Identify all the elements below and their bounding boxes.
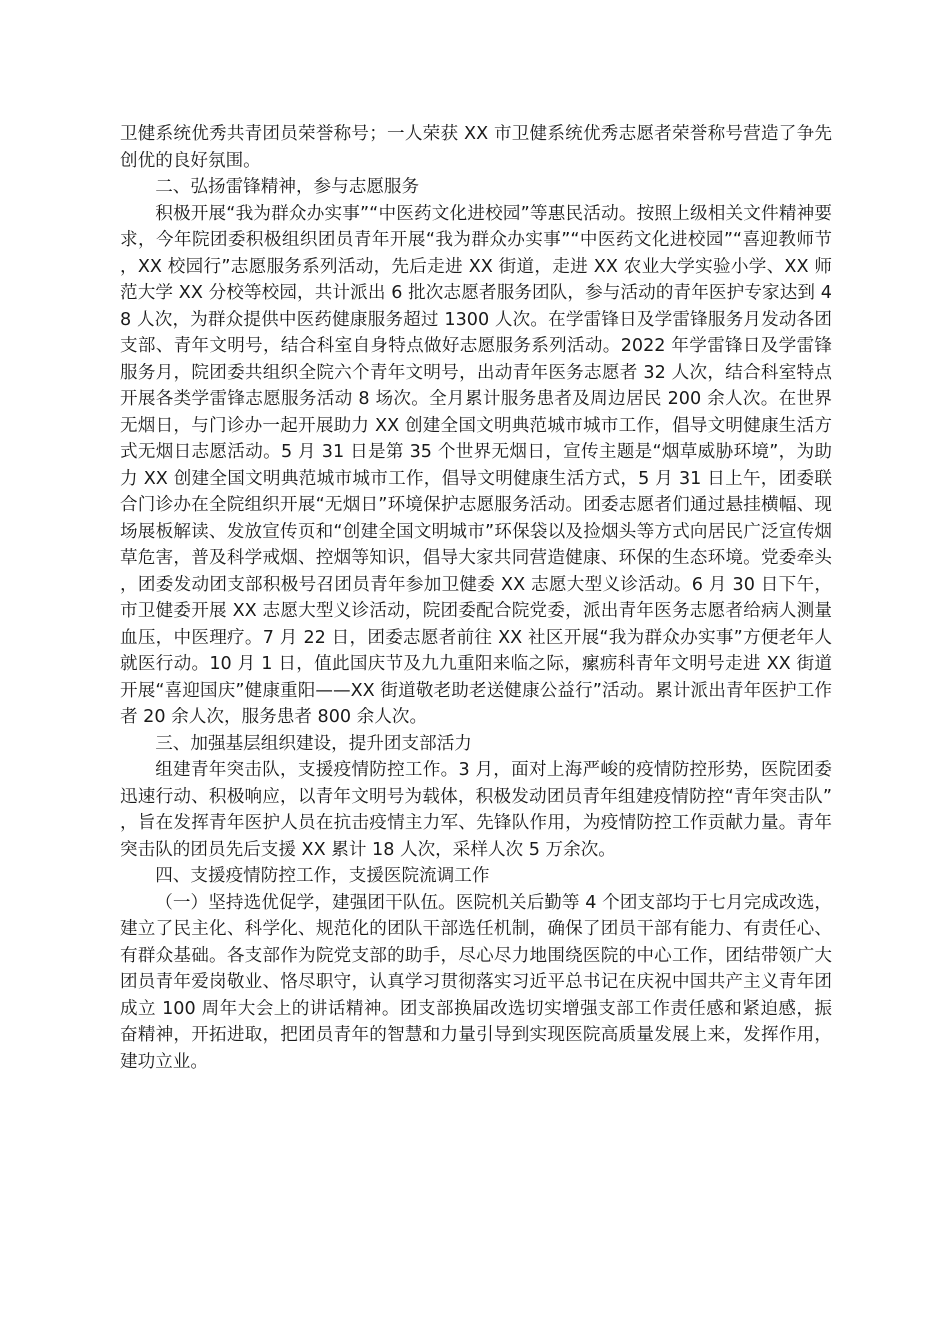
paragraph-youth-commando-team: 组建青年突击队，支援疫情防控工作。3 月，面对上海严峻的疫情防控形势，医院团委迅速行动、积极响应，以青年文明号为载体，积极发动团员青年组建疫情防控“青年突击队”，旨在发挥青年医护人员在抗击疫情主力军、先锋队作用，为疫情防控工作贡献力量。青年突击队的团员先后支援 XX 累计 18 人次，采样人次 5 万余次。 bbox=[120, 760, 832, 860]
section-heading-volunteer-service: 二、弘扬雷锋精神，参与志愿服务 bbox=[155, 177, 420, 197]
section-heading-epidemic-support: 四、支援疫情防控工作，支援医院流调工作 bbox=[155, 866, 490, 886]
section-heading-grassroots-organization: 三、加强基层组织建设，提升团支部活力 bbox=[155, 733, 472, 754]
document-body bbox=[120, 121, 832, 1075]
paragraph-honors-continued: 卫健系统优秀共青团员荣誉称号；一人荣获 XX 市卫健系统优秀志愿者荣誉称号营造了争先创优的良好氛围。 bbox=[120, 124, 832, 171]
paragraph-volunteer-activities: 积极开展“我为群众办实事”“中医药文化进校园”等惠民活动。按照上级相关文件精神要求，今年院团委积极组织团员青年开展“我为群众办实事”“中医药文化进校园”“喜迎教师节，XX 校园行”志愿服务系列活动，先后走进 XX 街道，走进 XX 农业大学实验小学、XX 师范大学 XX 分校等校园，共计派出 6 批次志愿者服务团队，参与活动的青年医护专家达到 48 人次，为群众提供中医药健康服务超过 1300 人次。在学雷锋日及学雷锋服务月发动各团支部、青年文明号，结合科室自身特点做好志愿服务系列活动。2022 年学雷锋日及学雷锋服务月，院团委共组织全院六个青年文明号，出动青年医务志愿者 32 人次，结合科室特点开展各类学雷锋志愿服务活动 8 场次。全月累计服务患者及周边居民 200 余人次。在世界无烟日，与门诊办一起开展助力 XX 创建全国文明典范城市城市工作，倡导文明健康生活方式无烟日志愿活动。5 月 31 日是第 35 个世界无烟日，宣传主题是“烟草威胁环境”，为助力 XX 创建全国文明典范城市城市工作，倡导文明健康生活方式，5 月 31 日上午，团委联合门诊办在全院组织开展“无烟日”环境保护志愿服务活动。团委志愿者们通过悬挂横幅、现场展板解读、发放宣传页和“创建全国文明城市”环保袋以及捡烟头等方式向居民广泛宣传烟草危害，普及科学戒烟、控烟等知识，倡导大家共同营造健康、环保的生态环境。党委牵头，团委发动团支部积极号召团员青年参加卫健委 XX 志愿大型义诊活动。6 月 30 日下午，市卫健委开展 XX 志愿大型义诊活动，院团委配合院党委，派出青年医务志愿者给病人测量血压，中医理疗。7 月 22 日，团委志愿者前往 XX 社区开展“我为群众办实事”方便老年人就医行动。10 月 1 日，值此国庆节及九九重阳来临之际，瘰疬科青年文明号走进 XX 街道开展“喜迎国庆”健康重阳——XX 街道敬老助老送健康公益行”活动。累计派出青年医护工作者 20 余人次，服务患者 800 余人次。 bbox=[120, 203, 832, 727]
paragraph-cadre-team-building: （一）坚持选优促学，建强团干队伍。医院机关后勤等 4 个团支部均于七月完成改选，建立了民主化、科学化、规范化的团队干部选任机制，确保了团员干部有能力、有责任心、有群众基础。各支部作为院党支部的助手，尽心尽力地围绕医院的中心工作，团结带领广大团员青年爱岗敬业、恪尽职守，认真学习贯彻落实习近平总书记在庆祝中国共产主义青年团成立 100 周年大会上的讲话精神。团支部换届改选切实增强支部工作责任感和紧迫感，振奋精神，开拓进取，把团员青年的智慧和力量引导到实现医院高质量发展上来，发挥作用，建功立业。 bbox=[120, 892, 832, 1072]
